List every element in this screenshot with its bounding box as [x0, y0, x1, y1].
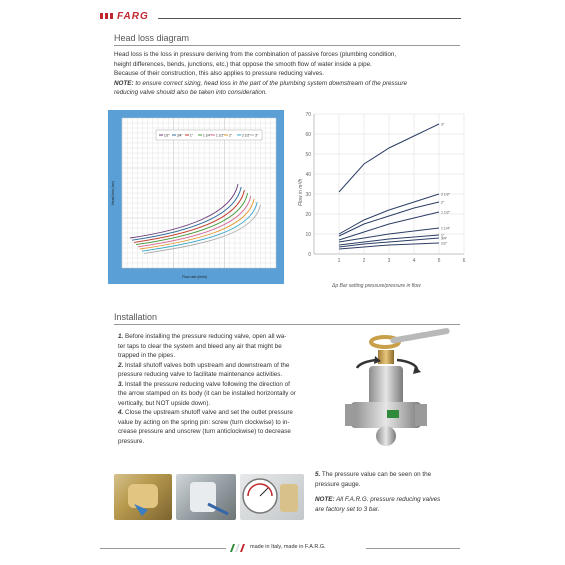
valve-brass-icon	[280, 484, 298, 512]
legend-label-5: 1 1/2"	[216, 133, 225, 138]
step-3-line-2: the arrow stamped on its body (it can be installed horizontally or	[118, 390, 296, 397]
brand-logo	[100, 11, 149, 22]
headloss-chart-left-svg	[108, 110, 284, 284]
headloss-note	[114, 79, 464, 89]
y-tick-label: 40	[305, 172, 311, 178]
green-cap-icon	[387, 410, 399, 418]
step-5-number: 5.	[315, 471, 321, 478]
valve-illustration	[345, 330, 460, 455]
flow-chart-right-svg	[296, 108, 474, 289]
footer-text: made in Italy, made in F.A.R.G.	[250, 544, 326, 550]
header-divider	[158, 18, 461, 19]
footer	[226, 542, 366, 554]
installation-note-label: NOTE:	[315, 496, 335, 503]
x-tick-label: 2	[362, 258, 366, 264]
flow-series-label-2: 2 1/2"	[441, 192, 451, 197]
legend-label-6: 2"	[229, 133, 232, 138]
valve-inlet-icon	[345, 404, 357, 426]
headloss-line-1: Head loss is the loss in pressure deriving from the combination of passive forces (plumbing condition,	[114, 51, 397, 58]
y-tick-label: 30	[305, 192, 311, 198]
step-4-line-1: Close the upstream shutoff valve and set the outlet pressure	[123, 409, 293, 416]
y-tick-label: 10	[305, 232, 311, 238]
headloss-note-line-1: to ensure correct sizing, head loss in the part of the plumbing system downstream of the pressure	[133, 79, 407, 87]
installation-step-5	[315, 470, 465, 514]
photo-installation	[176, 474, 236, 520]
legend-label-4: 1 1/4"	[203, 133, 212, 138]
right-y-axis-label: Flow in m³/h	[298, 178, 304, 206]
step-1-line-3: trapped in the pipes.	[118, 352, 176, 359]
legend-label-2: 3/4"	[177, 133, 183, 138]
step-5-line-2: pressure gauge.	[315, 480, 361, 488]
step-5	[315, 470, 465, 480]
photo-shutoff-valve-svg	[114, 474, 172, 520]
y-tick-label: 50	[305, 152, 311, 158]
flow-series-label-4: 1 1/2"	[441, 210, 451, 215]
step-4-line-3: crease pressure and unscrew (turn anticlockwise) to decrease	[118, 428, 291, 435]
step-4-number: 4.	[118, 409, 124, 416]
step-1-line-1: Before installing the pressure reducing valve, open all wa-	[123, 333, 287, 340]
headloss-title: Head loss diagram	[114, 33, 190, 43]
valve-outlet-icon	[415, 404, 427, 426]
legend-label-3: 1"	[190, 133, 193, 138]
wrench-icon	[390, 328, 450, 344]
italy-flag-icon	[228, 543, 246, 553]
headloss-title-underline	[114, 45, 460, 46]
logo-mark-icon	[100, 13, 114, 19]
headloss-line-2: height differences, bends, junctions, etc.) that oppose the smooth flow of water inside a pipe.	[114, 60, 372, 68]
photo-pressure-gauge-svg	[240, 474, 304, 520]
x-tick-label: 5	[437, 258, 441, 264]
step-5-line-1: The pressure value can be seen on the	[320, 471, 432, 478]
y-tick-label: 20	[305, 212, 311, 218]
step-4-line-2: value by acting on the spring pin: screw (turn clockwise) to in-	[118, 418, 290, 426]
installation-note-line-1: All F.A.R.G. pressure reducing valves	[334, 496, 441, 503]
y-tick-label: 70	[305, 112, 311, 118]
valve-illustration-svg	[345, 330, 460, 455]
headloss-line-3: Because of their construction, this also applies to pressure reducing valves.	[114, 70, 325, 78]
flow-series-label-5: 1 1/4"	[441, 226, 451, 231]
step-1	[118, 332, 328, 342]
flow-chart-right	[296, 108, 474, 289]
left-x-axis-label: Flow rate (l/min)	[182, 275, 208, 279]
flow-series-label-3: 2"	[441, 200, 445, 205]
x-tick-label: 6	[462, 258, 466, 264]
flow-series-label-7: 3/4"	[441, 236, 448, 241]
headloss-paragraph	[114, 50, 464, 98]
flow-series-label-6: 1"	[441, 233, 445, 238]
valve-shape-icon	[128, 484, 158, 508]
y-tick-label: 60	[305, 132, 311, 138]
installation-note	[315, 495, 465, 505]
left-y-axis-label: Head loss (bar)	[111, 181, 115, 205]
brand-name: FARG	[117, 11, 149, 22]
headloss-note-line-2: reducing valve should also be taken into consideration.	[114, 89, 267, 97]
headloss-chart-left	[108, 110, 284, 284]
step-4-line-4: pressure.	[118, 437, 145, 445]
installation-title-underline	[114, 324, 460, 325]
headloss-note-label: NOTE:	[114, 79, 134, 87]
y-tick-label: 0	[308, 252, 311, 258]
step-3-number: 3.	[118, 380, 124, 388]
step-3-line-3: vertically, but NOT upside down).	[118, 399, 211, 407]
step-1-number: 1.	[118, 333, 124, 340]
photo-installation-svg	[176, 474, 236, 520]
installation-note-line-2: are factory set to 3 bar.	[315, 505, 380, 513]
legend-label-8: 3"	[255, 133, 258, 138]
legend-label-7: 2 1/2"	[242, 133, 251, 138]
installation-steps	[118, 332, 328, 446]
step-3-line-1: Install the pressure reducing valve following the direction of	[123, 380, 290, 388]
right-x-axis-label: Δp Bar setting pressure/pressure in flow	[332, 283, 421, 289]
valve-body-icon	[369, 366, 403, 406]
spring-pin-icon	[378, 350, 394, 364]
x-tick-label: 4	[412, 258, 416, 264]
step-4	[118, 408, 328, 418]
step-2-number: 2.	[118, 361, 124, 369]
step-3	[118, 380, 328, 390]
valve-pipe-body-icon	[351, 402, 421, 428]
step-2-line-2: pressure reducing valve to facilitate maintenance activities.	[118, 371, 283, 378]
photo-shutoff-valve	[114, 474, 172, 520]
valve-bottom-cap-icon	[376, 426, 396, 446]
x-tick-label: 1	[337, 258, 341, 264]
step-1-line-2: ter taps to clear the system and bleed any air that might be	[118, 342, 282, 350]
photo-pressure-gauge	[240, 474, 304, 520]
flow-series-label-8: 1/2"	[441, 241, 448, 246]
step-2	[118, 361, 328, 371]
flow-series-label-1: 3"	[441, 122, 445, 127]
x-tick-label: 3	[387, 258, 391, 264]
installation-title: Installation	[114, 312, 158, 322]
legend-label-1: 1/2"	[164, 133, 170, 138]
step-2-line-1: Install shutoff valves both upstream and downstream of the	[123, 361, 290, 369]
